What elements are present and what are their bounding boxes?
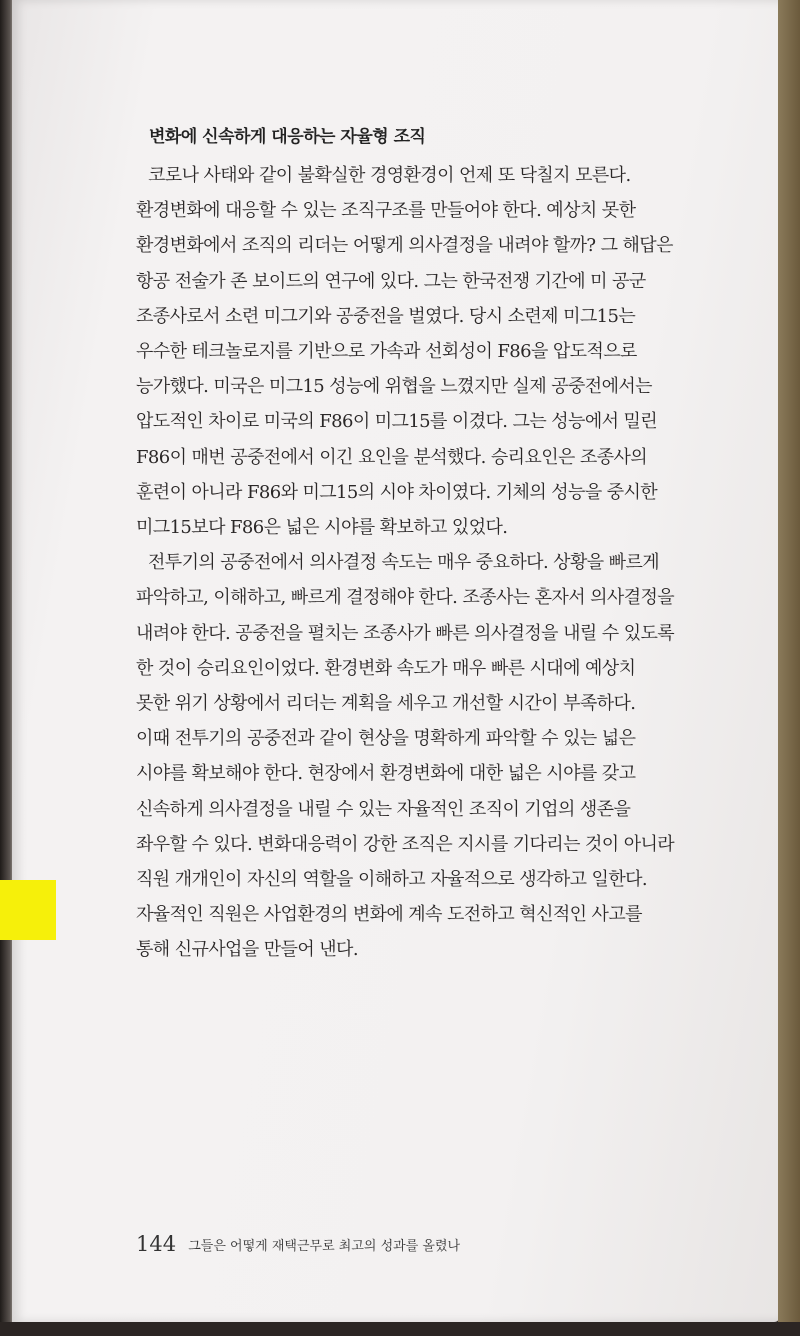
- text-line: 훈련이 아니라 F86와 미그15의 시야 차이였다. 기체의 성능을 중시한: [136, 481, 658, 503]
- text-line: 우수한 테크놀로지를 기반으로 가속과 선회성이 F86을 압도적으로: [136, 341, 637, 363]
- text-line: 자율적인 직원은 사업환경의 변화에 계속 도전하고 혁신적인 사고를: [136, 904, 642, 926]
- page-number: 144: [136, 1232, 177, 1256]
- text-line: 미그15보다 F86은 넓은 시야를 확보하고 있었다.: [136, 517, 508, 539]
- text-line: 환경변화에 대응할 수 있는 조직구조를 만들어야 한다. 예상치 못한: [136, 200, 636, 222]
- text-line: F86이 매번 공중전에서 이긴 요인을 분석했다. 승리요인은 조종사의: [136, 446, 648, 468]
- paragraph-1: [136, 158, 752, 545]
- section-heading: 변화에 신속하게 대응하는 자율형 조직: [149, 127, 426, 147]
- text-line: 전투기의 공중전에서 의사결정 속도는 매우 중요하다. 상황을 빠르게: [148, 552, 660, 574]
- text-line: 조종사로서 소련 미그기와 공중전을 벌였다. 당시 소련제 미그15는: [136, 305, 636, 327]
- page-footer: [136, 1232, 460, 1256]
- text-line: 좌우할 수 있다. 변화대응력이 강한 조직은 지시를 기다리는 것이 아니라: [136, 833, 675, 855]
- text-line: 직원 개개인이 자신의 역할을 이해하고 자율적으로 생각하고 일한다.: [136, 869, 648, 891]
- page-edge-right: [778, 0, 800, 1336]
- text-line: 내려야 한다. 공중전을 펼치는 조종사가 빠른 의사결정을 내릴 수 있도록: [136, 622, 675, 644]
- text-line: 능가했다. 미국은 미그15 성능에 위협을 느꼈지만 실제 공중전에서는: [136, 376, 652, 398]
- text-line: 신속하게 의사결정을 내릴 수 있는 자율적인 조직이 기업의 생존을: [136, 798, 631, 820]
- text-line: 코로나 사태와 같이 불확실한 경영환경이 언제 또 닥칠지 모른다.: [148, 165, 631, 186]
- text-line: 못한 위기 상황에서 리더는 계획을 세우고 개선할 시간이 부족하다.: [136, 693, 636, 715]
- running-title: 그들은 어떻게 재택근무로 최고의 성과를 올렸나: [188, 1239, 461, 1254]
- page-bottom-edge: [0, 1322, 800, 1336]
- text-line: 환경변화에서 조직의 리더는 어떻게 의사결정을 내려야 할까? 그 해답은: [136, 235, 673, 257]
- body-text: [136, 158, 752, 968]
- text-line: 통해 신규사업을 만들어 낸다.: [136, 939, 358, 961]
- text-line: 한 것이 승리요인이었다. 환경변화 속도가 매우 빠른 시대에 예상치: [136, 657, 636, 679]
- text-line: 이때 전투기의 공중전과 같이 현상을 명확하게 파악할 수 있는 넓은: [136, 728, 636, 750]
- text-line: 압도적인 차이로 미국의 F86이 미그15를 이겼다. 그는 성능에서 밀린: [136, 411, 658, 433]
- text-line: 파악하고, 이해하고, 빠르게 결정해야 한다. 조종사는 혼자서 의사결정을: [136, 587, 675, 609]
- sticky-note-tab: [0, 880, 56, 940]
- text-line: 항공 전술가 존 보이드의 연구에 있다. 그는 한국전쟁 기간에 미 공군: [136, 270, 646, 292]
- text-line: 시야를 확보해야 한다. 현장에서 환경변화에 대한 넓은 시야를 갖고: [136, 763, 636, 785]
- paragraph-2: [136, 545, 752, 967]
